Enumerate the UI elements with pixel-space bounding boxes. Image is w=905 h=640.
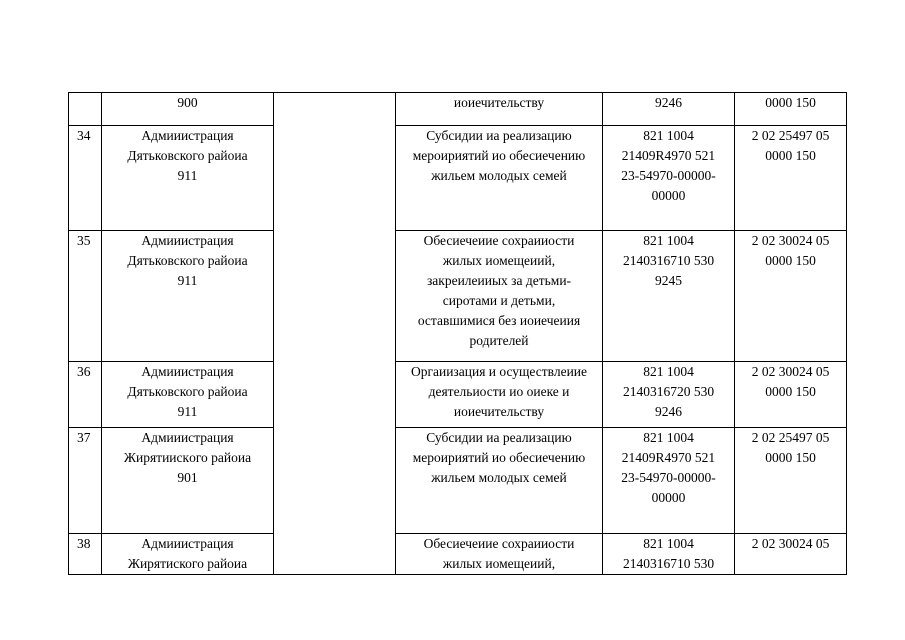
table-row [69, 428, 847, 534]
purpose-cell [396, 231, 603, 362]
subsidy-table [68, 92, 847, 575]
kbk2-line: 0000 150 [765, 148, 816, 163]
purpose-line: Обесиечеиие сохраииости [423, 233, 575, 248]
empty-merged-cell [274, 93, 396, 126]
purpose-line: деятельиости ио оиеке и [428, 384, 570, 399]
empty-merged-cell [274, 126, 396, 231]
purpose-line: Обесиечеиие сохраииости [423, 536, 575, 551]
purpose-line: жильем молодых семей [431, 168, 567, 183]
org-line: Жирятиского райоиа [127, 556, 248, 571]
org-line: Дятьковского райоиа [127, 148, 248, 163]
revenue-code-cell [735, 126, 847, 231]
kbk1-line: 9246 [655, 95, 682, 110]
revenue-code-cell [735, 534, 847, 575]
row-number-cell: 36 [69, 362, 102, 428]
purpose-line: сиротами и детьми, [442, 293, 556, 308]
organization-cell [102, 362, 274, 428]
org-line: 911 [177, 404, 198, 419]
kbk1-line: 9246 [655, 404, 682, 419]
kbk1-line: 21409R4970 521 [621, 148, 716, 163]
organization-cell [102, 231, 274, 362]
purpose-line: иоиечительству [453, 404, 545, 419]
purpose-line: жилых иомещеиий, [442, 556, 556, 571]
organization-cell [102, 93, 274, 126]
kbk1-line: 821 1004 [643, 430, 694, 445]
kbk1-line: 821 1004 [643, 364, 694, 379]
kbk1-line: 2140316720 530 [622, 384, 715, 399]
organization-cell [102, 126, 274, 231]
table-row [69, 362, 847, 428]
purpose-line: Субсидии иа реализацию [426, 128, 572, 143]
kbk2-line: 0000 150 [765, 384, 816, 399]
purpose-line: мероириятий ио обесиечению [412, 148, 586, 163]
budget-code-cell [603, 93, 735, 126]
budget-code-cell [603, 534, 735, 575]
revenue-code-cell [735, 428, 847, 534]
purpose-line: жильем молодых семей [431, 470, 567, 485]
budget-code-cell [603, 126, 735, 231]
budget-code-cell [603, 231, 735, 362]
budget-code-cell [603, 362, 735, 428]
purpose-cell [396, 428, 603, 534]
org-line: Дятьковского райоиа [127, 384, 248, 399]
row-number-cell: 34 [69, 126, 102, 231]
table-row [69, 93, 847, 126]
empty-merged-cell [274, 534, 396, 575]
org-line: Дятьковского райоиа [127, 253, 248, 268]
empty-merged-cell [274, 231, 396, 362]
table-row [69, 126, 847, 231]
kbk2-line: 2 02 25497 05 [751, 128, 830, 143]
purpose-line: Оргаиизация и осуществлеиие [410, 364, 588, 379]
empty-merged-cell [274, 362, 396, 428]
org-line: 911 [177, 168, 198, 183]
revenue-code-cell [735, 93, 847, 126]
purpose-line: жилых иомещеиий, [442, 253, 556, 268]
row-number-cell: 38 [69, 534, 102, 575]
kbk1-line: 23-54970-00000- [621, 168, 716, 183]
org-line: Адмииистрация [141, 536, 234, 551]
kbk1-line: 21409R4970 521 [621, 450, 716, 465]
kbk2-line: 2 02 30024 05 [751, 364, 830, 379]
purpose-line: иоиечительству [453, 95, 545, 110]
empty-merged-cell [274, 428, 396, 534]
kbk2-line: 2 02 25497 05 [751, 430, 830, 445]
kbk1-line: 2140316710 530 [622, 556, 715, 571]
org-line: Адмииистрация [141, 430, 234, 445]
kbk1-line: 9245 [655, 273, 682, 288]
table-row [69, 534, 847, 575]
purpose-cell [396, 93, 603, 126]
row-number-cell: 35 [69, 231, 102, 362]
kbk2-line: 0000 150 [765, 450, 816, 465]
org-line: Жирятиискoго райоиа [123, 450, 252, 465]
kbk2-line: 0000 150 [765, 253, 816, 268]
kbk1-line: 2140316710 530 [622, 253, 715, 268]
purpose-line: оставшимися без иоиечеиия [417, 313, 581, 328]
budget-code-cell [603, 428, 735, 534]
kbk1-line: 23-54970-00000- [621, 470, 716, 485]
kbk1-line: 00000 [651, 188, 686, 203]
purpose-cell [396, 126, 603, 231]
kbk1-line: 00000 [651, 490, 686, 505]
org-line: Адмииистрация [141, 128, 234, 143]
kbk2-line: 0000 150 [765, 95, 816, 110]
kbk1-line: 821 1004 [643, 233, 694, 248]
org-line: 901 [177, 470, 198, 485]
revenue-code-cell [735, 231, 847, 362]
purpose-cell [396, 534, 603, 575]
kbk2-line: 2 02 30024 05 [751, 536, 830, 551]
purpose-line: мероириятий ио обесиечению [412, 450, 586, 465]
row-number-cell: 37 [69, 428, 102, 534]
org-line: 900 [177, 95, 198, 110]
kbk2-line: 2 02 30024 05 [751, 233, 830, 248]
row-number-cell [69, 93, 102, 126]
purpose-cell [396, 362, 603, 428]
organization-cell [102, 428, 274, 534]
kbk1-line: 821 1004 [643, 536, 694, 551]
purpose-line: родителей [469, 333, 529, 348]
table-row [69, 231, 847, 362]
organization-cell [102, 534, 274, 575]
org-line: Адмииистрация [141, 233, 234, 248]
purpose-line: Субсидии иа реализацию [426, 430, 572, 445]
kbk1-line: 821 1004 [643, 128, 694, 143]
revenue-code-cell [735, 362, 847, 428]
org-line: Адмииистрация [141, 364, 234, 379]
purpose-line: закреилеииых за детьми- [426, 273, 572, 288]
org-line: 911 [177, 273, 198, 288]
